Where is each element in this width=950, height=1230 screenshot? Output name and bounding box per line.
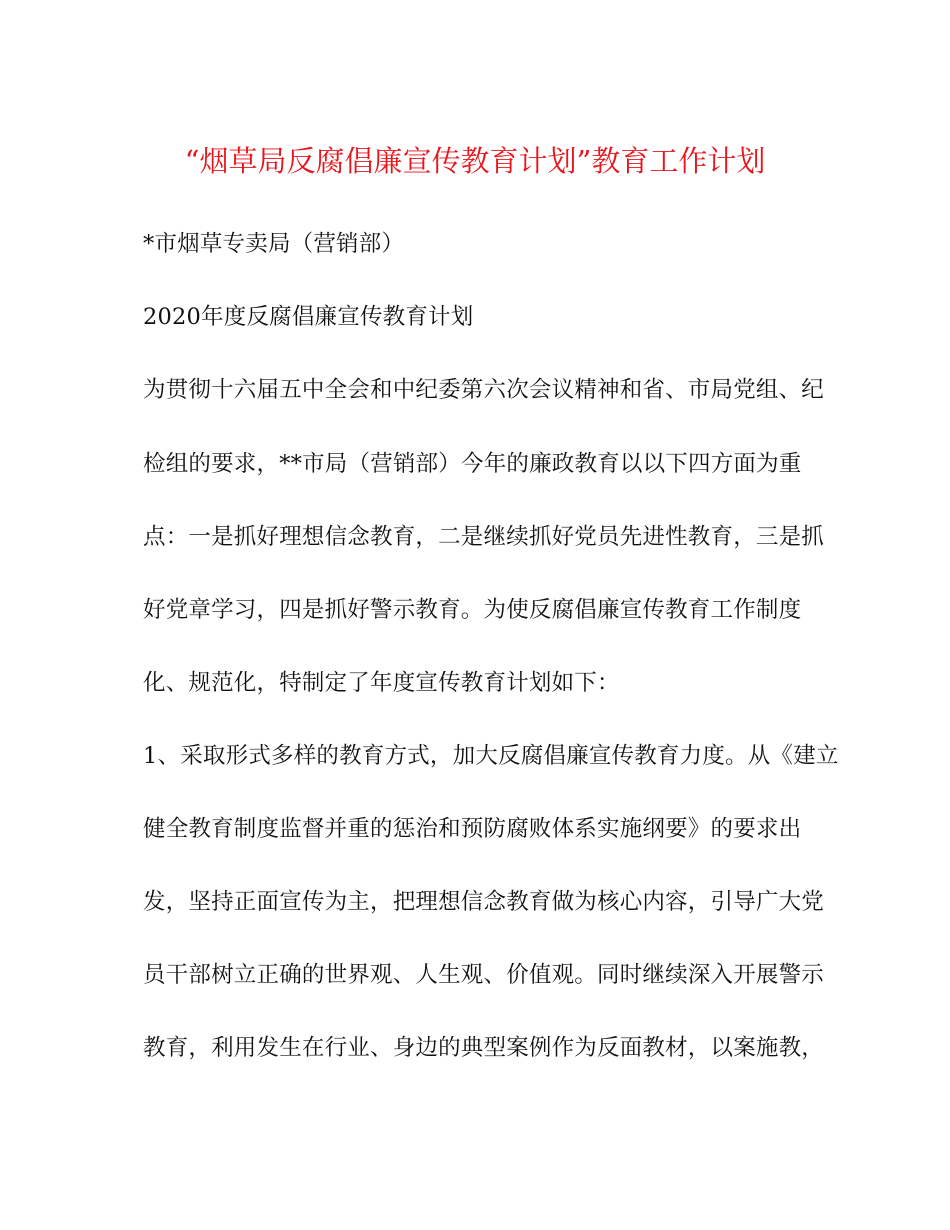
text-line: 点：一是抓好理想信念教育，二是继续抓好党员先进性教育，三是抓 bbox=[143, 524, 825, 550]
text-line: 发，坚持正面宣传为主，把理想信念教育做为核心内容，引导广大党 bbox=[143, 889, 825, 915]
text-line: 员干部树立正确的世界观、人生观、价值观。同时继续深入开展警示 bbox=[143, 962, 825, 988]
text-line: 化、规范化，特制定了年度宣传教育计划如下： bbox=[143, 670, 620, 696]
document-title: “烟草局反腐倡廉宣传教育计划”教育工作计划 bbox=[184, 144, 766, 178]
text-line: 好党章学习，四是抓好警示教育。为使反腐倡廉宣传教育工作制度 bbox=[143, 597, 802, 623]
text-line: 1、采取形式多样的教育方式，加大反腐倡廉宣传教育力度。从《建立 bbox=[143, 743, 839, 769]
text-line: 健全教育制度监督并重的惩治和预防腐败体系实施纲要》的要求出 bbox=[143, 816, 802, 842]
text-line: 为贯彻十六届五中全会和中纪委第六次会议精神和省、市局党组、纪 bbox=[143, 377, 825, 403]
text-line: *市烟草专卖局（营销部） bbox=[143, 231, 405, 257]
text-line: 检组的要求，**市局（营销部）今年的廉政教育以以下四方面为重 bbox=[143, 451, 802, 477]
text-line: 2020年度反腐倡廉宣传教育计划 bbox=[143, 304, 474, 330]
text-line: 教育，利用发生在行业、身边的典型案例作为反面教材，以案施教， bbox=[143, 1035, 825, 1061]
